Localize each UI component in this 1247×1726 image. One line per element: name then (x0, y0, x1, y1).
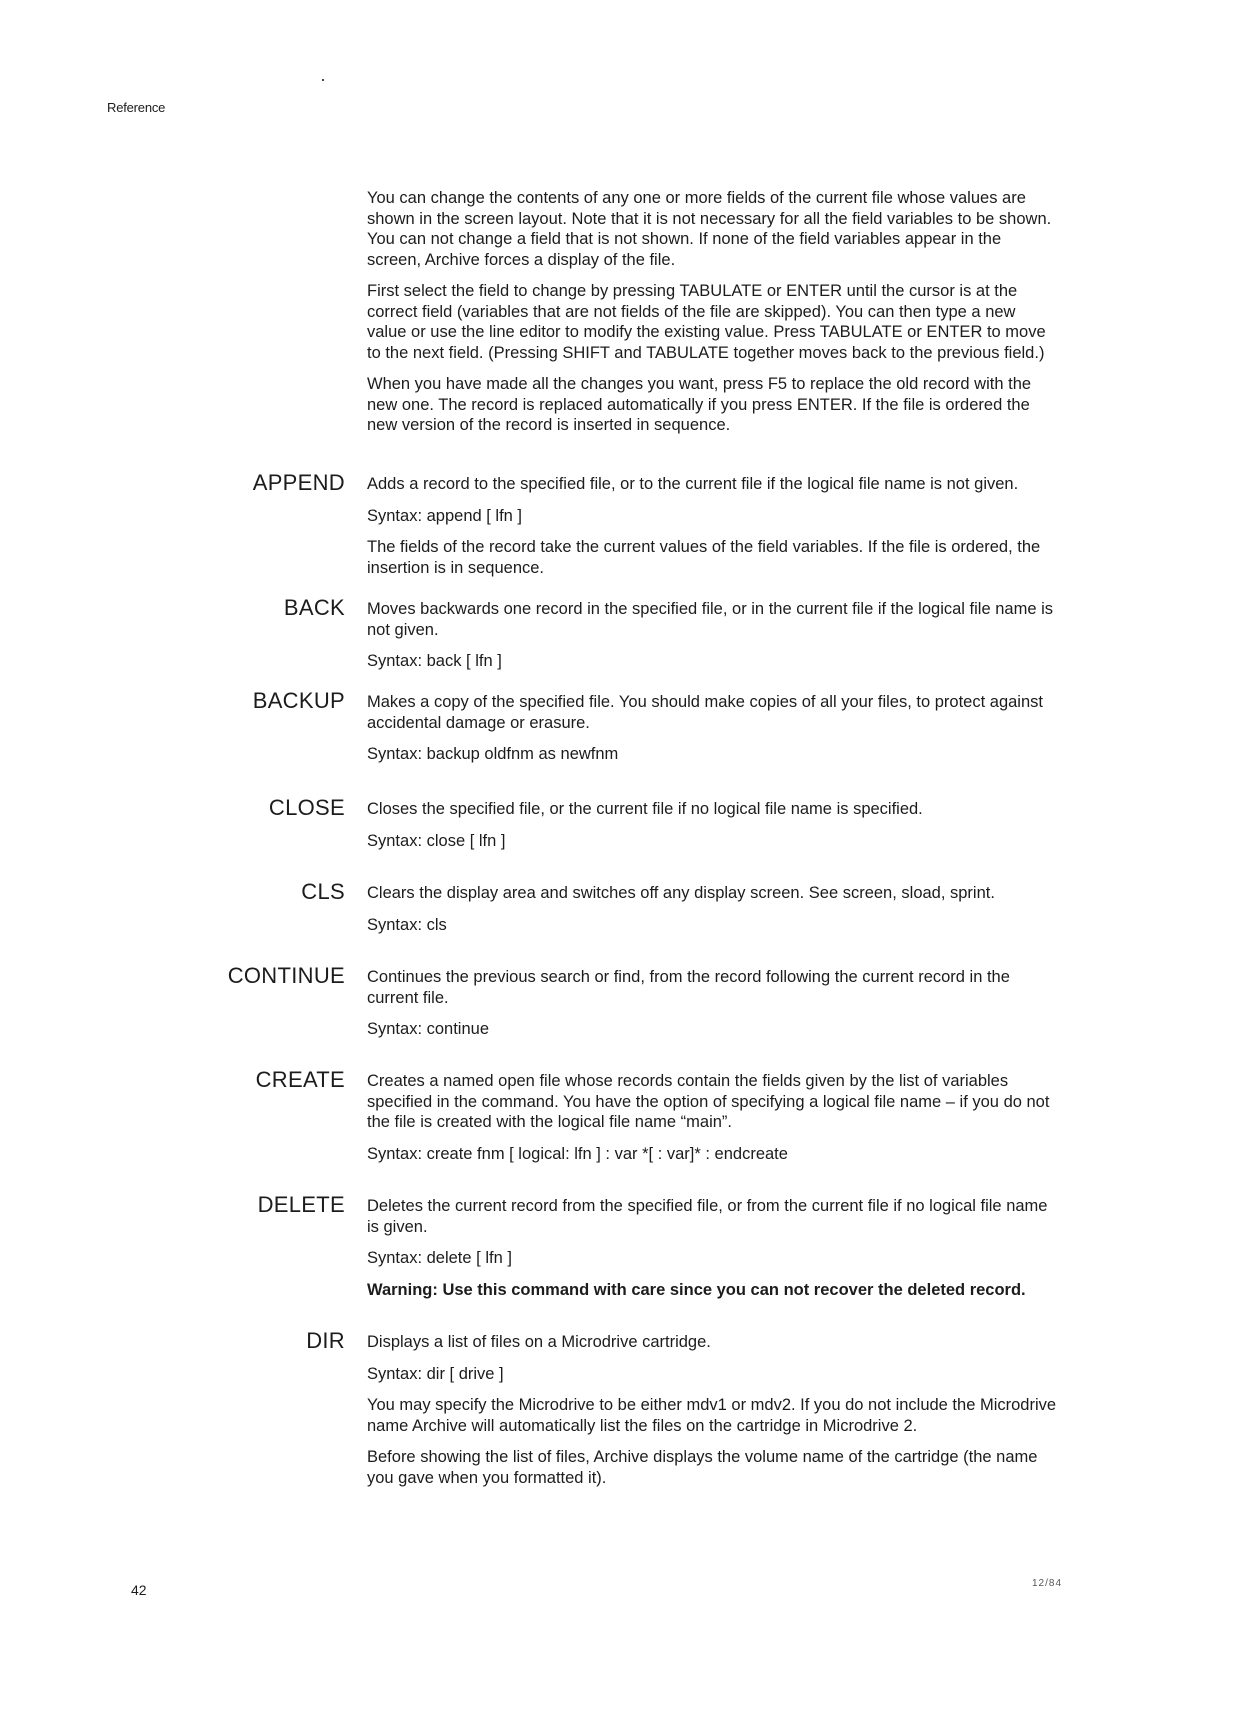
syntax-line: Syntax: append [ lfn ] (367, 506, 523, 525)
running-head: Reference (107, 100, 166, 115)
description: Moves backwards one record in the specified file, or in the current file if the logical file name is not given. (367, 600, 1053, 639)
command-name: APPEND (252, 470, 345, 495)
command-description (367, 1196, 1057, 1311)
command-name: CLS (301, 879, 345, 904)
note: Before showing the list of files, Archive displays the volume name of the cartridge (the name you gave when you formatted it). (367, 1448, 1038, 1487)
description: Continues the previous search or find, from the record following the current record in the current file. (367, 968, 1010, 1007)
command-name: CLOSE (268, 795, 345, 820)
syntax-line: Syntax: close [ lfn ] (367, 831, 506, 850)
command-name: BACK (283, 595, 345, 620)
page-number: 42 (131, 1582, 147, 1598)
command-name: DIR (306, 1328, 345, 1353)
description: Deletes the current record from the specified file, or from the current file if no logical file name is given. (367, 1197, 1048, 1236)
command-name: CONTINUE (227, 963, 345, 988)
command-description (367, 474, 1057, 589)
command-description (367, 692, 1057, 776)
print-speck (322, 79, 324, 81)
syntax-line: Syntax: back [ lfn ] (367, 652, 502, 670)
syntax-line: Syntax: cls (367, 915, 447, 934)
command-name: DELETE (257, 1192, 345, 1217)
syntax-line: Syntax: backup oldfnm as newfnm (367, 745, 619, 763)
footer-mark: 12/84 (1032, 1578, 1063, 1589)
command-description (367, 883, 1057, 946)
syntax-line: Syntax: continue (367, 1020, 489, 1038)
note: The fields of the record take the current values of the field variables. If the file is ordered, the insertion is in sequence. (367, 538, 1041, 577)
command-description (367, 1332, 1057, 1499)
description: Clears the display area and switches off any display screen. See screen, sload, sprint. (367, 884, 995, 902)
description: Displays a list of files on a Microdrive cartridge. (367, 1333, 711, 1351)
description: Makes a copy of the specified file. You should make copies of all your files, to protect against accidental damage or erasure. (367, 693, 1043, 732)
note: You may specify the Microdrive to be either mdv1 or mdv2. If you do not include the Microdrive name Archive will automatically list the files on the cartridge in Microdrive 2. (367, 1396, 1057, 1435)
command-description (367, 799, 1057, 862)
command-description (367, 967, 1057, 1051)
command-description (367, 599, 1057, 683)
command-name: CREATE (255, 1067, 345, 1092)
syntax-line: Syntax: create fnm [ logical: lfn ] : var *[ : var]* : endcreate (367, 1144, 788, 1163)
description: Closes the specified file, or the current file if no logical file name is specified. (367, 800, 923, 818)
warning-text: Warning: Use this command with care since you can not recover the deleted record. (367, 1280, 1026, 1299)
description: Creates a named open file whose records contain the fields given by the list of variables specified in the command. You have the option of specifying a logical file name – if you do not the file is created with the logical file name “main”. (367, 1072, 1050, 1131)
intro-paragraph-1: You can change the contents of any one or more fields of the current file whose values are shown in the screen layout. Note that it is not necessary for all the field variables to be shown. You can not change a field that is not shown. If none of the field variables appear in the screen, Archive forces a display of the file. (367, 189, 1052, 269)
intro-section (367, 188, 1057, 447)
intro-paragraph-2: First select the field to change by pressing TABULATE or ENTER until the cursor is at the correct field (variables that are not fields of the file are skipped). You can then type a new value or use the line editor to modify the existing value. Press TABULATE or ENTER to move to the next field. (Pressing SHIFT and TABULATE together moves back to the previous field.) (367, 282, 1046, 362)
syntax-line: Syntax: dir [ drive ] (367, 1364, 504, 1383)
command-description (367, 1071, 1057, 1175)
syntax-line: Syntax: delete [ lfn ] (367, 1249, 512, 1267)
description: Adds a record to the specified file, or to the current file if the logical file name is not given. (367, 475, 1019, 493)
command-name: BACKUP (252, 688, 345, 713)
intro-paragraph-3: When you have made all the changes you want, press F5 to replace the old record with the new one. The record is replaced automatically if you press ENTER. If the file is ordered the new version of the record is inserted in sequence. (367, 375, 1032, 434)
